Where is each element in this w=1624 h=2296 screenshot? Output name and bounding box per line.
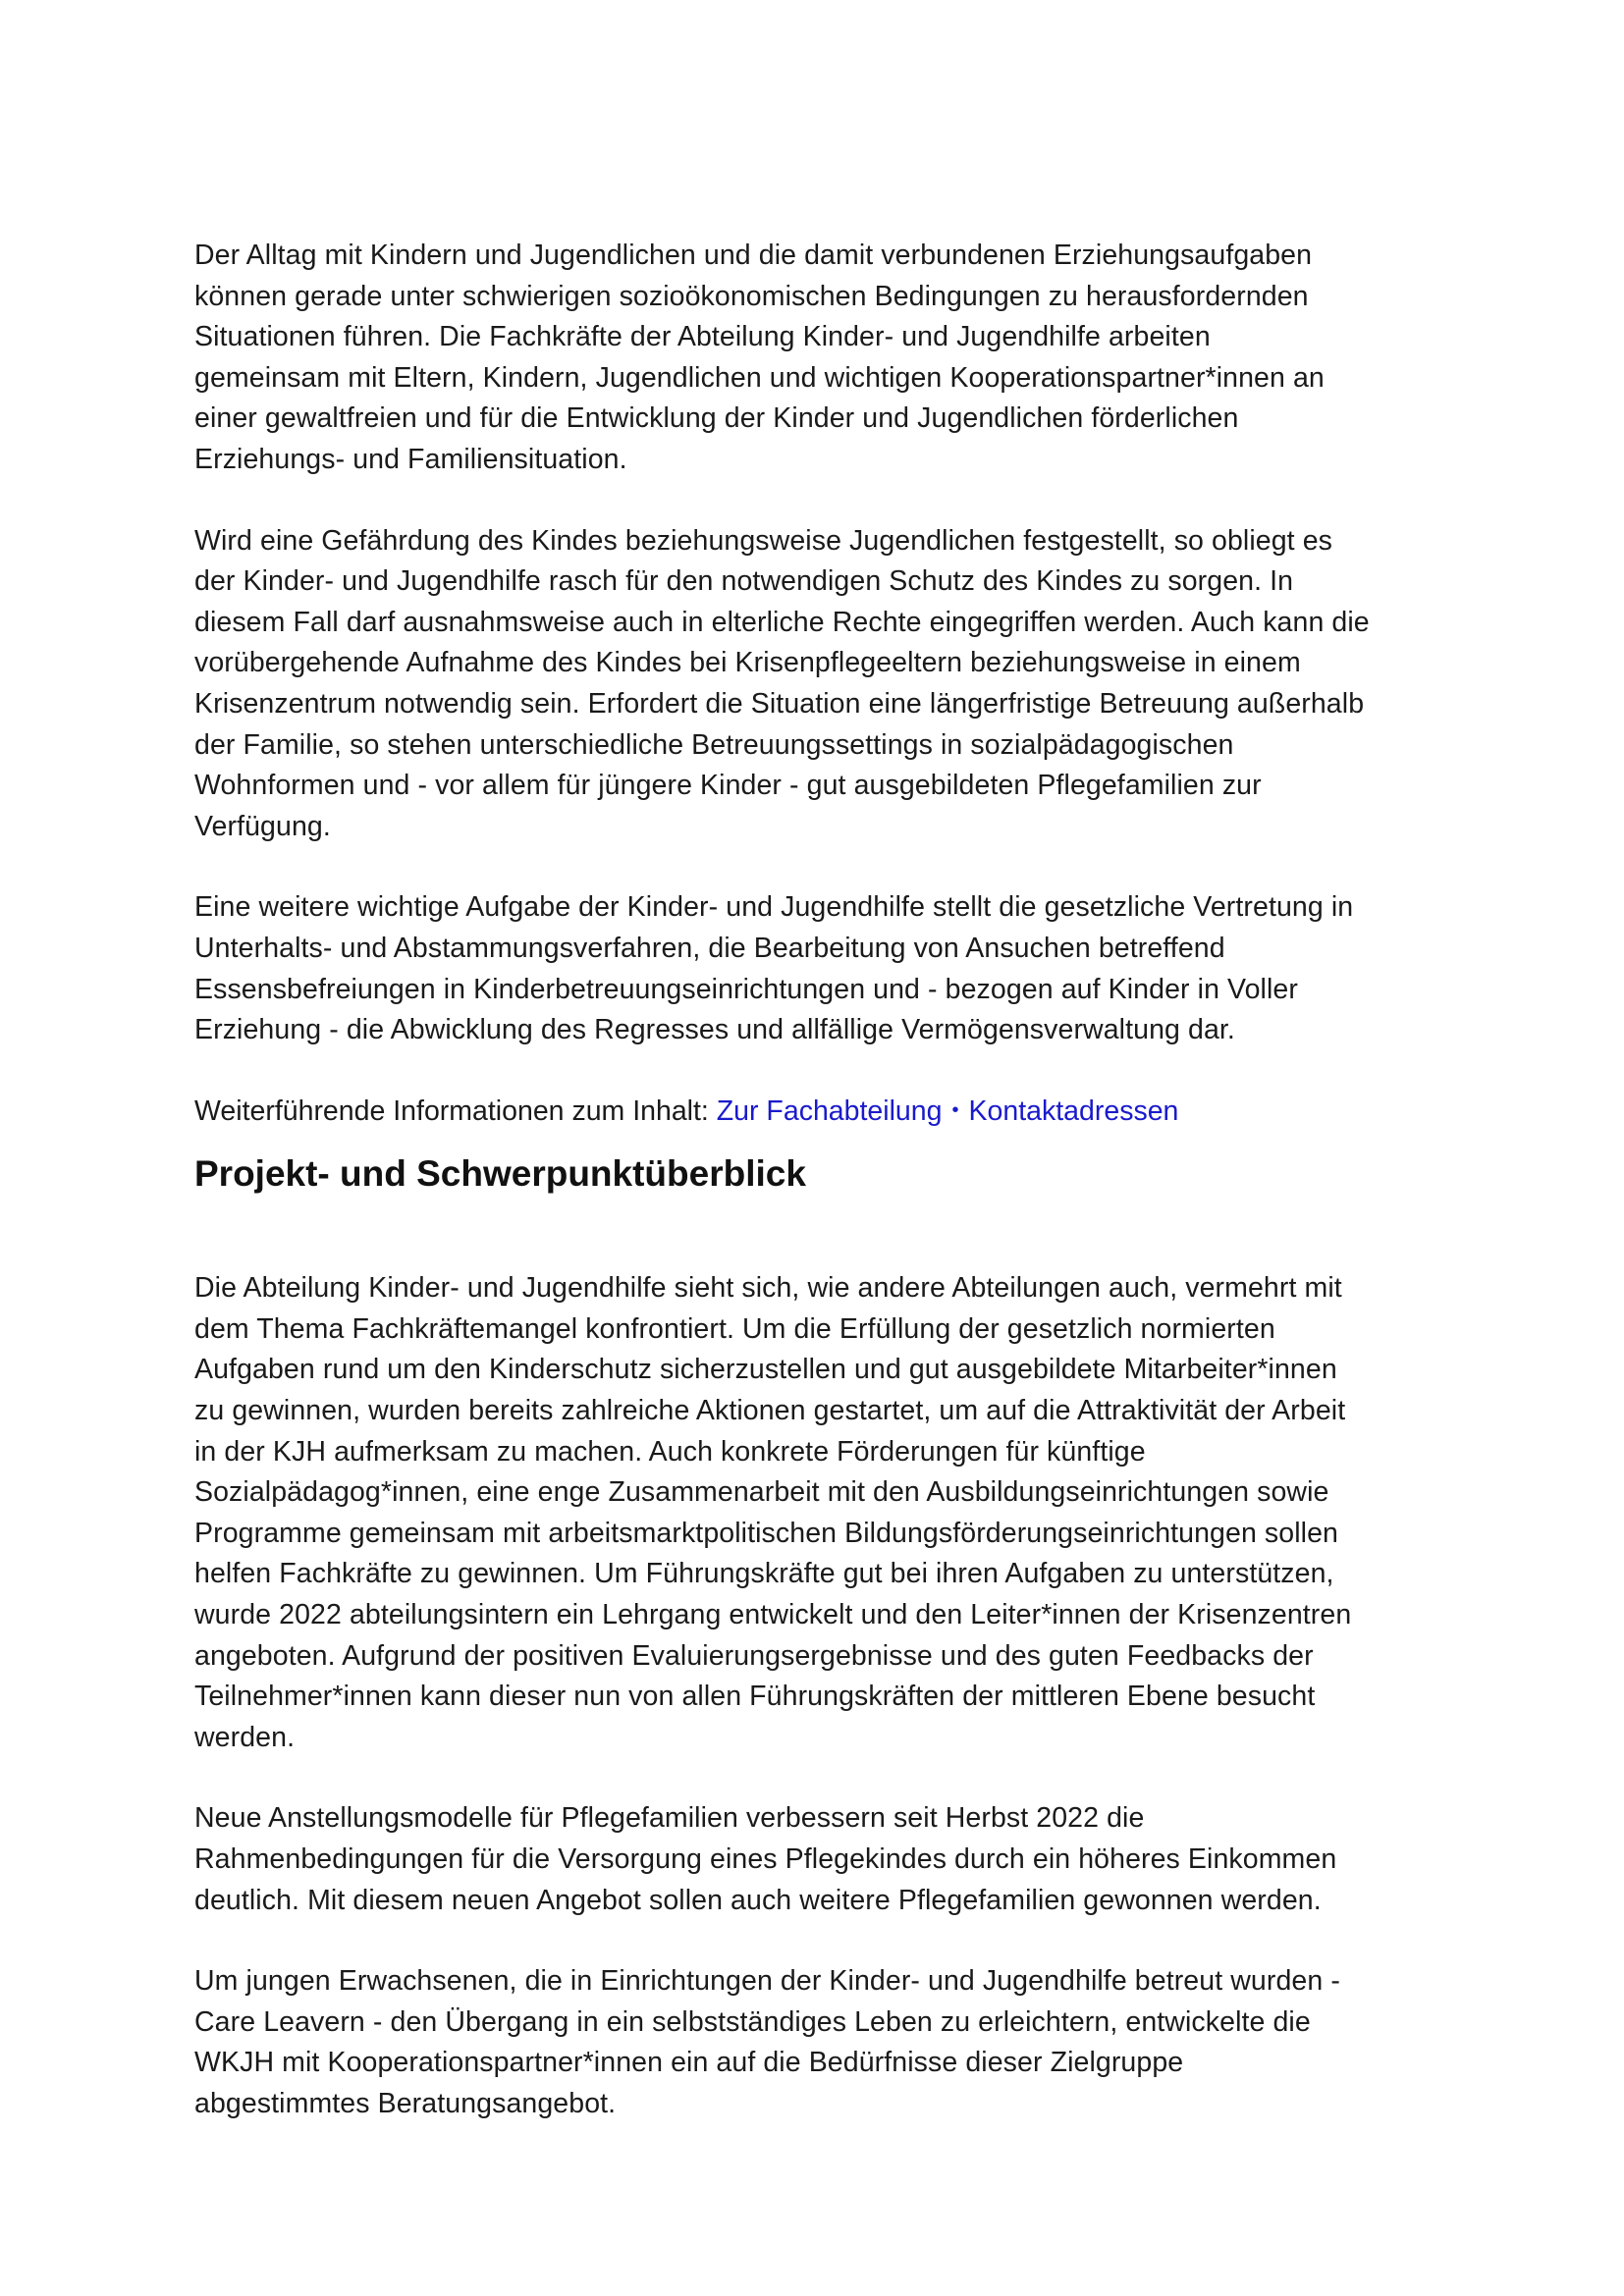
link-separator: •: [951, 1098, 959, 1121]
contacts-link[interactable]: Kontaktadressen: [968, 1095, 1179, 1127]
intro-paragraph-2: Wird eine Gefährdung des Kindes beziehungsweise Jugendlichen festgestellt, so obliegt es der Kinder- und Jugendhilfe rasch für den notwendigen Schutz des Kindes zu sorgen. In diesem Fall darf ausnahmsweise auch in elterliche Rechte eingegriffen werden. Auch kann die vorübergehende Aufnahme des Kindes bei Krisenpflegeeltern beziehungsweise in einem Krisenzentrum notwendig sein. Erfordert die Situation eine längerfristige Betreuung außerhalb der Familie, so stehen unterschiedliche Betreuungssettings in sozialpädagogischen Wohnformen und - vor allem für jüngere Kinder - gut ausgebildeten Pflegefamilien zur Verfügung.: [194, 524, 1370, 842]
intro-paragraph-1: Der Alltag mit Kindern und Jugendlichen und die damit verbundenen Erziehungsaufgaben können gerade unter schwierigen sozioökonomischen Bedingungen zu herausfordernden Situationen führen. Die Fachkräfte der Abteilung Kinder- und Jugendhilfe arbeiten gemeinsam mit Eltern, Kindern, Jugendlichen und wichtigen Kooperationspartner*innen an einer gewaltfreien und für die Entwicklung der Kinder und Jugendlichen förderlichen Erziehungs- und Familiensituation.: [194, 240, 1325, 475]
intro-paragraph-3: Eine weitere wichtige Aufgabe der Kinder- und Jugendhilfe stellt die gesetzliche Vertretung in Unterhalts- und Abstammungsverfahren, die Bearbeitung von Ansuchen betreffend Essensbefreiungen in Kinderbetreuungseinrichtungen und - bezogen auf Kinder in Voller Erziehung - die Abwicklung des Regresses und allfällige Vermögensverwaltung dar.: [194, 891, 1354, 1046]
section-paragraph-1: Die Abteilung Kinder- und Jugendhilfe sieht sich, wie andere Abteilungen auch, vermehrt mit dem Thema Fachkräftemangel konfrontiert. Um die Erfüllung der gesetzlich normierten Aufgaben rund um den Kinderschutz sicherzustellen und gut ausgebildete Mitarbeiter*innen zu gewinnen, wurden bereits zahlreiche Aktionen gestartet, um auf die Attraktivität der Arbeit in der KJH aufmerksam zu machen. Auch konkrete Förderungen für künftige Sozialpädagog*innen, eine enge Zusammenarbeit mit den Ausbildungseinrichtungen sowie Programme gemeinsam mit arbeitsmarktpolitischen Bildungsförderungseinrichtungen sollen helfen Fachkräfte zu gewinnen. Um Führungskräfte gut bei ihren Aufgaben zu unterstützen, wurde 2022 abteilungsintern ein Lehrgang entwickelt und den Leiter*innen der Krisenzentren angeboten. Aufgrund der positiven Evaluierungsergebnisse und des guten Feedbacks der Teilnehmer*innen kann dieser nun von allen Führungskräften der mittleren Ebene besucht werden.: [194, 1272, 1352, 1753]
more-info-line: [194, 1092, 1471, 1136]
section-paragraph-2: Neue Anstellungsmodelle für Pflegefamilien verbessern seit Herbst 2022 die Rahmenbedingungen für die Versorgung eines Pflegekindes durch ein höheres Einkommen deutlich. Mit diesem neuen Angebot sollen auch weitere Pflegefamilien gewonnen werden.: [194, 1802, 1337, 1916]
more-info-label: Weiterführende Informationen zum Inhalt:: [194, 1095, 709, 1127]
section-heading: Projekt- und Schwerpunktüberblick: [194, 1153, 806, 1195]
section-paragraph-3: Um jungen Erwachsenen, die in Einrichtungen der Kinder- und Jugendhilfe betreut wurden - Care Leavern - den Übergang in ein selbstständiges Leben zu erleichtern, entwickelte die WKJH mit Kooperationspartner*innen ein auf die Bedürfnisse dieser Zielgruppe abgestimmtes Beratungsangebot.: [194, 1965, 1340, 2119]
document-page: [194, 236, 1471, 2165]
department-link[interactable]: Zur Fachabteilung: [716, 1095, 943, 1127]
